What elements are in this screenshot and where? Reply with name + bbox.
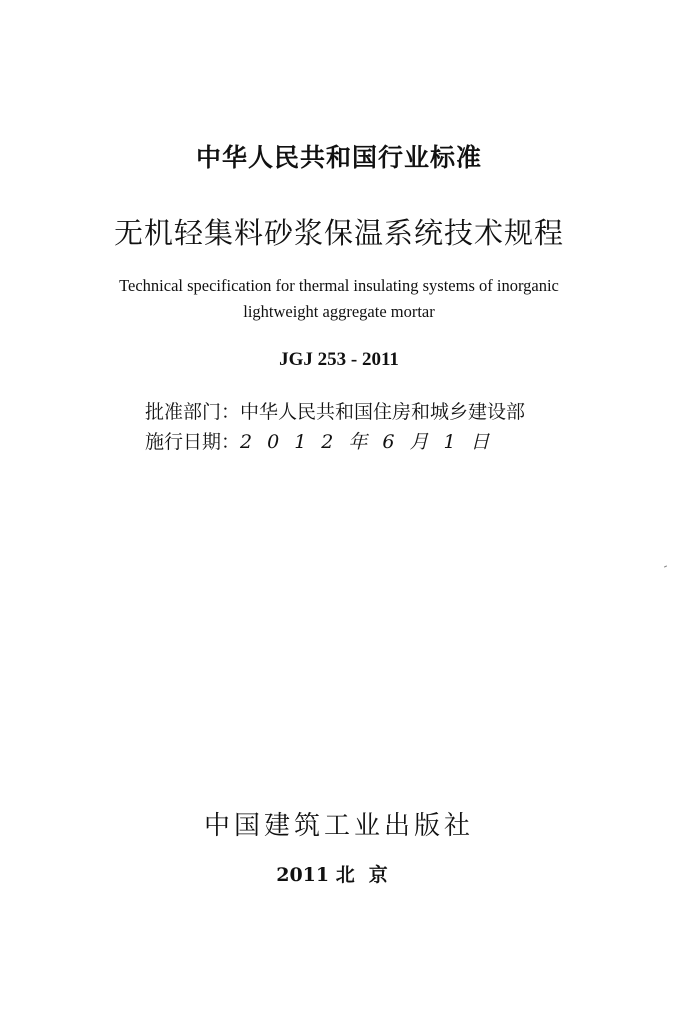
effective-date-value: 2012年6月1日 bbox=[240, 431, 505, 453]
scan-speck bbox=[664, 565, 667, 567]
approval-value: 中华人民共和国住房和城乡建设部 bbox=[240, 401, 526, 423]
english-title-line-1: Technical specification for thermal insulating systems of inorganic bbox=[119, 276, 559, 295]
english-title-line-2: lightweight aggregate mortar bbox=[243, 302, 435, 321]
publisher-name: 中国建筑工业出版社 bbox=[203, 811, 474, 841]
standard-header: 中华人民共和国行业标准 bbox=[195, 143, 482, 172]
approval-row bbox=[145, 397, 525, 424]
approval-label: 批准部门： bbox=[145, 401, 241, 423]
publication-info bbox=[0, 860, 678, 887]
chinese-title: 无机轻集料砂浆保温系统技术规程 bbox=[113, 216, 564, 250]
effective-date-label: 施行日期： bbox=[145, 431, 241, 453]
publication-year: 2011 bbox=[276, 864, 330, 886]
publication-city: 北京 bbox=[335, 864, 402, 886]
standard-number: JGJ 253 - 2011 bbox=[279, 349, 399, 370]
effective-date-row bbox=[145, 427, 505, 454]
